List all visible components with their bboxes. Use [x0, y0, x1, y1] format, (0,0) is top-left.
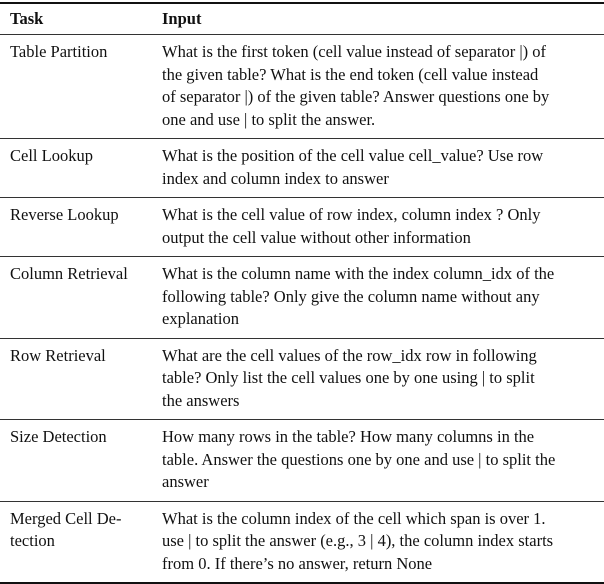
- task-line: Reverse Lookup: [10, 205, 119, 224]
- row-rule: [0, 501, 604, 502]
- input-cell: [162, 263, 594, 331]
- row-rule: [0, 419, 604, 420]
- input-line: from 0. If there’s no answer, return None: [162, 553, 433, 573]
- task-line: Merged Cell De-: [10, 508, 122, 528]
- input-line: What is the column index of the cell which span is over 1.: [162, 508, 546, 528]
- row-rule: [0, 197, 604, 198]
- input-cell: [162, 508, 594, 576]
- input-line: index and column index to answer: [162, 168, 389, 188]
- input-cell: [162, 204, 594, 249]
- input-line: use | to split the answer (e.g., 3 | 4), the column index starts: [162, 531, 554, 550]
- input-line: table? Only list the cell values one by one using | to split: [162, 368, 535, 387]
- input-line: the answers: [162, 390, 240, 410]
- input-line: answer: [162, 472, 209, 491]
- task-line: tection: [10, 531, 55, 550]
- task-cell: [10, 426, 150, 449]
- task-cell: [10, 204, 150, 227]
- task-line: Size Detection: [10, 427, 107, 446]
- input-cell: [162, 345, 594, 413]
- input-line: What are the cell values of the row_idx row in following: [162, 345, 537, 365]
- input-line: following table? Only give the column name without any: [162, 286, 540, 306]
- row-rule: [0, 138, 604, 139]
- row-rule: [0, 338, 604, 339]
- task-line: Column Retrieval: [10, 264, 128, 283]
- task-line: Row Retrieval: [10, 345, 106, 365]
- task-line: Cell Lookup: [10, 146, 93, 165]
- header-input: Input: [162, 9, 202, 28]
- row-rule: [0, 256, 604, 257]
- input-cell: [162, 145, 594, 190]
- top-rule: [0, 2, 604, 4]
- input-line: What is the column name with the index column_idx of the: [162, 264, 555, 283]
- input-line: the given table? What is the end token (cell value instead: [162, 64, 539, 84]
- task-cell: [10, 145, 150, 168]
- input-line: table. Answer the questions one by one and use | to split the: [162, 449, 556, 469]
- bottom-rule: [0, 582, 604, 584]
- task-cell: [10, 41, 150, 64]
- task-cell: [10, 263, 150, 286]
- input-line: What is the first token (cell value instead of separator |) of: [162, 42, 547, 61]
- input-line: explanation: [162, 309, 239, 328]
- task-cell: [10, 345, 150, 368]
- input-line: What is the position of the cell value cell_value? Use row: [162, 146, 544, 165]
- task-cell: [10, 508, 150, 553]
- input-line: one and use | to split the answer.: [162, 109, 376, 129]
- input-line: of separator |) of the given table? Answer questions one by: [162, 87, 550, 106]
- input-line: output the cell value without other information: [162, 227, 471, 247]
- input-cell: [162, 426, 594, 494]
- input-line: What is the cell value of row index, column index ? Only: [162, 205, 541, 224]
- task-line: Table Partition: [10, 42, 108, 61]
- input-line: How many rows in the table? How many columns in the: [162, 427, 535, 446]
- header-task: Task: [10, 9, 44, 28]
- header-rule: [0, 34, 604, 35]
- input-cell: [162, 41, 594, 131]
